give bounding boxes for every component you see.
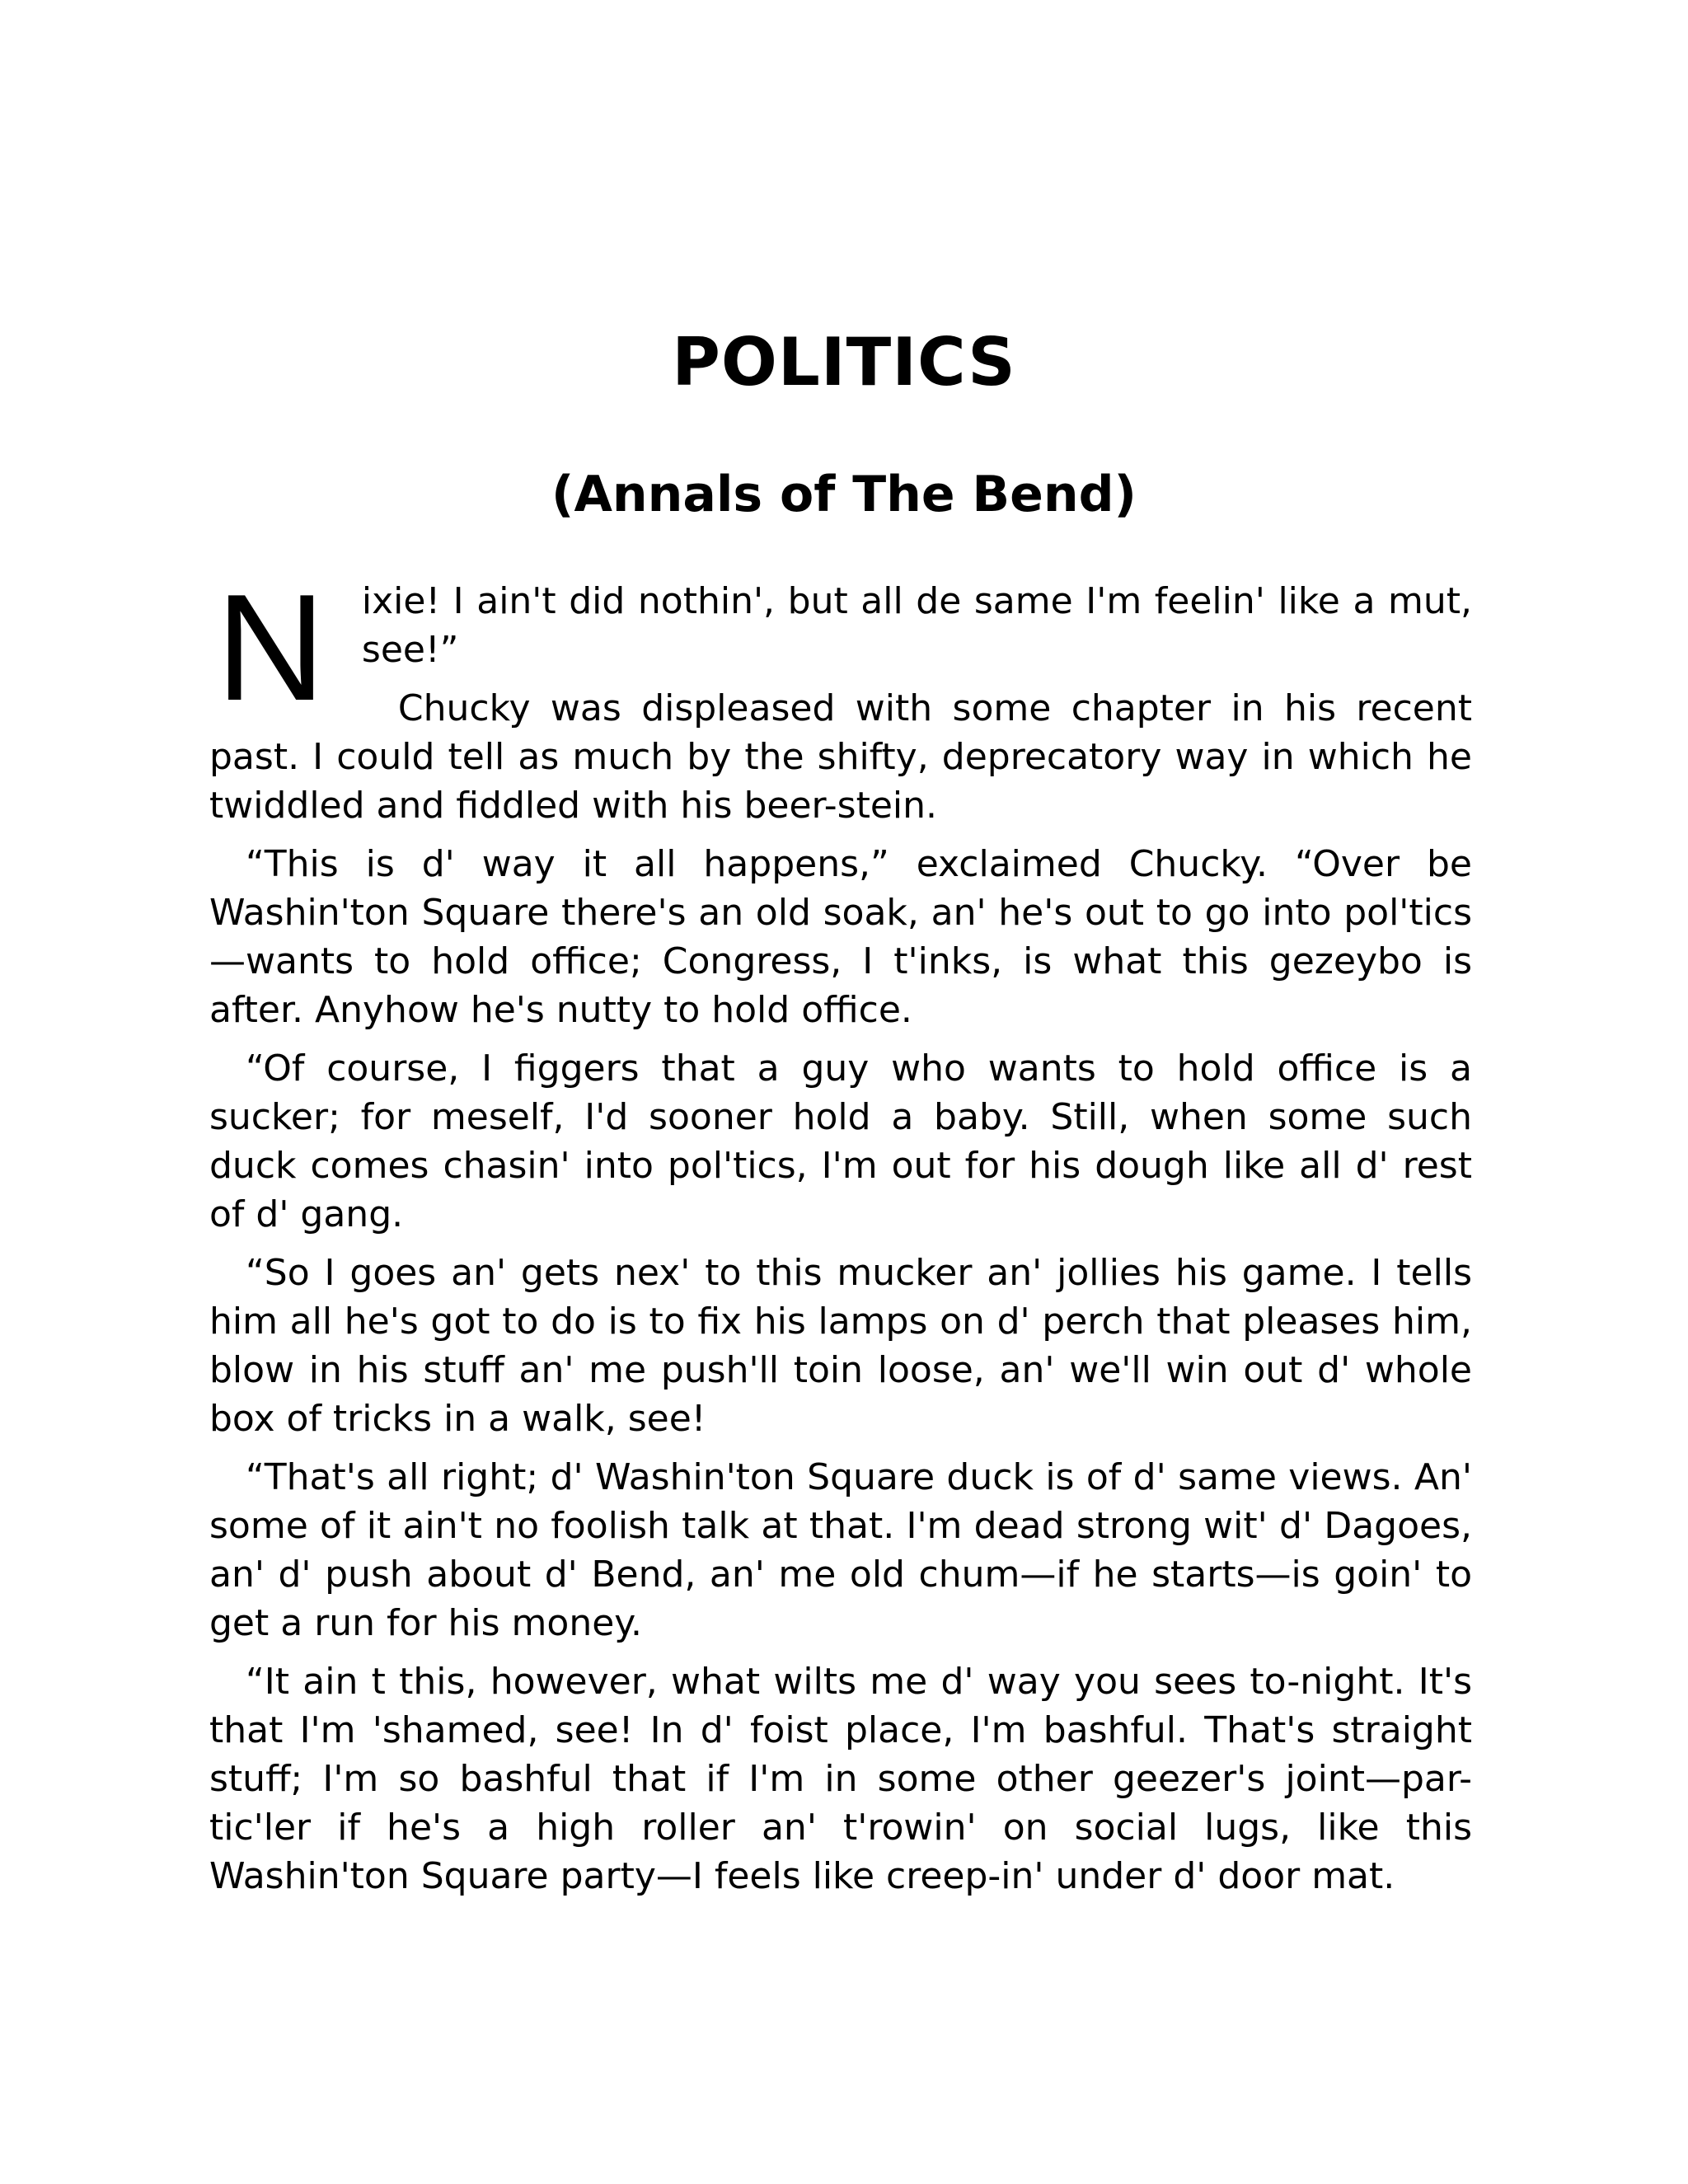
paragraph: “So I goes an' gets nex' to this mucker an' jollies his game. I tells him all he's got to do is to fix his lamps on d' perch that pleases him, blow in his stuff an' me push'll toin loose, an' we'll win out d' whole box of tricks in a walk, see! (209, 1252, 1472, 1440)
drop-cap: N (216, 562, 326, 732)
opening-text: ixie! I ain't did nothin', but all de same I'm feelin' like a mut, see!” (361, 580, 1472, 671)
opening-paragraph (209, 562, 1472, 732)
paragraph: Chucky was displeased with some chapter in his recent past. I could tell as much by the shifty, deprecatory way in which he twiddled and fiddled with his beer-stein. (209, 687, 1472, 827)
paragraph: “Of course, I figgers that a guy who wants to hold office is a sucker; for meself, I'd sooner hold a baby. Still, when some such duck comes chasin' into pol'tics, I'm out for his dough like all d' rest of d' gang. (209, 1047, 1472, 1235)
paragraph: “This is d' way it all happens,” exclaimed Chucky. “Over be Washin'ton Square there's an old soak, an' he's out to go into pol'tics —wants to hold office; Congress, I t'inks, is what this gezeybo is after. Anyhow he's nutty to hold office. (209, 843, 1472, 1031)
chapter-body (209, 562, 1472, 1910)
paragraph: “It ain t this, however, what wilts me d' way you sees to-night. It's that I'm 'shamed, see! In d' foist place, I'm bashful. That's straight stuff; I'm so bashful that if I'm in some other geezer's joint—par-tic'ler if he's a high roller an' t'rowin' on social lugs, like this Washin'ton Square party—I feels like creep-in' under d' door mat. (209, 1661, 1472, 1897)
paragraph: “That's all right; d' Washin'ton Square duck is of d' same views. An' some of it ain't no foolish talk at that. I'm dead strong wit' d' Dagoes, an' d' push about d' Bend, an' me old chum—if he starts—is goin' to get a run for his money. (209, 1456, 1472, 1644)
chapter-title: POLITICS (672, 324, 1016, 401)
chapter-subtitle: (Annals of The Bend) (551, 466, 1137, 523)
